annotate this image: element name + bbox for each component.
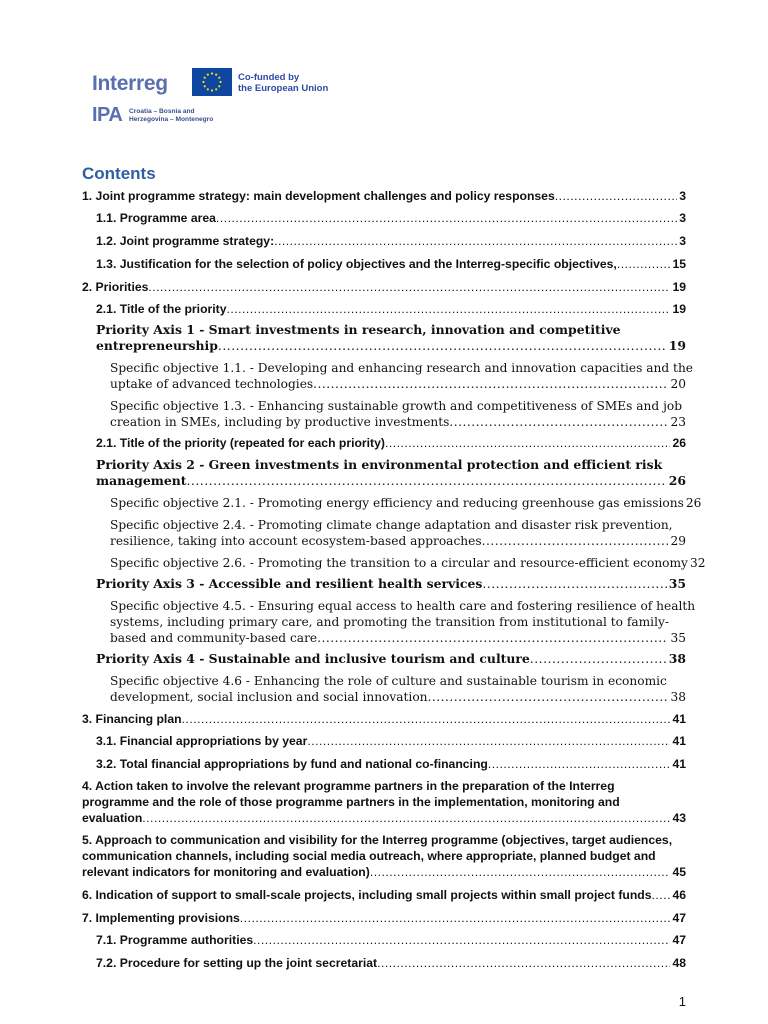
toc-entry[interactable] — [96, 932, 686, 948]
toc-entry-title: based and community-based care — [110, 631, 318, 645]
toc-entry[interactable] — [96, 756, 686, 772]
toc-entry-page: 41 — [672, 757, 686, 771]
toc-entry[interactable] — [96, 457, 686, 489]
toc-entry-page: 3 — [679, 234, 686, 248]
dot-leader — [449, 414, 668, 430]
toc-entry-page: 26 — [668, 473, 686, 488]
toc-entry-title: 2. Priorities — [82, 280, 149, 294]
toc-entry[interactable] — [110, 598, 696, 646]
ipa-sub-line-1: Croatia – Bosnia and — [129, 108, 195, 115]
toc-entry-title: entrepreneurship — [96, 338, 218, 353]
toc-entry-title: management — [96, 473, 187, 488]
toc-entry[interactable] — [82, 887, 686, 903]
toc-entry-title: Specific objective 2.1. - Promoting energy efficiency and reducing greenhouse gas emissions — [110, 496, 684, 510]
toc-entry-title: resilience, taking into account ecosystem-based approaches — [110, 534, 482, 548]
toc-entry[interactable] — [82, 279, 686, 295]
toc-entry[interactable] — [82, 188, 686, 204]
dot-leader — [148, 279, 670, 295]
toc-entry-title: 2.1. Title of the priority (repeated for each priority) — [96, 436, 385, 450]
eu-line-1: Co-funded by — [238, 72, 300, 83]
toc-entry-page: 43 — [672, 811, 686, 825]
dot-leader — [218, 338, 667, 354]
toc-entry[interactable] — [96, 955, 686, 971]
toc-entry-text-line: Specific objective 4.6 - Enhancing the role of culture and sustainable tourism in economic — [110, 674, 667, 688]
toc-entry[interactable] — [82, 832, 686, 880]
ipa-subtitle — [129, 108, 213, 123]
toc-entry[interactable] — [110, 555, 706, 571]
toc-entry[interactable] — [96, 256, 686, 272]
toc-entry[interactable] — [96, 651, 686, 667]
toc-entry-title: uptake of advanced technologies — [110, 377, 314, 391]
dot-leader — [186, 473, 666, 489]
toc-entry-title: 2.1. Title of the priority — [96, 302, 227, 316]
toc-entry-title: evaluation — [82, 811, 143, 825]
toc-entry[interactable] — [82, 778, 686, 826]
toc-entry[interactable] — [96, 576, 686, 592]
toc-entry[interactable] — [96, 733, 686, 749]
toc-entry-title: relevant indicators for monitoring and evaluation) — [82, 865, 370, 879]
dot-leader — [617, 256, 671, 272]
dot-leader — [253, 932, 670, 948]
toc-entry-page: 47 — [672, 933, 686, 947]
toc-entry-text-line: Priority Axis 1 - Smart investments in research, innovation and competitive — [96, 322, 621, 337]
toc-entry-page: 3 — [679, 189, 686, 203]
dot-leader — [385, 435, 670, 451]
toc-entry[interactable] — [96, 301, 686, 317]
toc-entry-title: 1.3. Justification for the selection of policy objectives and the Interreg-specific objectives, — [96, 257, 617, 271]
toc-entry-text-line: 5. Approach to communication and visibility for the Interreg programme (objectives, target audiences, — [82, 833, 673, 847]
toc-entry-page: 35 — [668, 576, 686, 591]
dot-leader — [274, 233, 677, 249]
page-number: 1 — [678, 994, 686, 1009]
dot-leader — [488, 756, 671, 772]
toc-entry[interactable] — [96, 210, 686, 226]
toc-entry-page: 20 — [670, 377, 686, 391]
toc-entry-title: 3.2. Total financial appropriations by fund and national co-financing — [96, 757, 488, 771]
toc-entry-text-line: Priority Axis 2 - Green investments in environmental protection and efficient risk — [96, 457, 663, 472]
interreg-logo — [92, 68, 332, 128]
toc-entry-page: 26 — [672, 436, 686, 450]
toc-entry-title: 1.2. Joint programme strategy: — [96, 234, 275, 248]
toc-entry-title: 3.1. Financial appropriations by year — [96, 734, 308, 748]
toc-entry-text-line: communication channels, including social media outreach, where appropriate, planned budget and — [82, 849, 656, 863]
toc-entry-page: 45 — [672, 865, 686, 879]
toc-entry-text-line: Specific objective 1.1. - Developing and enhancing research and innovation capacities and the — [110, 361, 694, 375]
ipa-wordmark: IPA — [92, 104, 123, 126]
toc-entry-title: Priority Axis 3 - Accessible and resilient health services — [96, 576, 483, 591]
toc-entry-text-line: systems, including primary care, and promoting the transition from institutional to family- — [110, 615, 669, 629]
toc-entry-title: 1.1. Programme area — [96, 211, 216, 225]
dot-leader — [226, 301, 670, 317]
toc-entry-page: 38 — [668, 651, 686, 666]
toc-entry-title: 7.1. Programme authorities — [96, 933, 254, 947]
toc-entry-text-line: Specific objective 2.4. - Promoting climate change adaptation and disaster risk prevention, — [110, 518, 673, 532]
dot-leader — [142, 810, 670, 826]
toc-entry-title: creation in SMEs, including by productive investments — [110, 415, 450, 429]
toc-entry-text-line: Specific objective 4.5. - Ensuring equal access to health care and fostering resilience of health — [110, 599, 696, 613]
toc-heading: Contents — [82, 164, 156, 183]
toc-entry[interactable] — [110, 673, 686, 705]
toc-entry-page: 29 — [670, 534, 686, 548]
toc-entry-title: 1. Joint programme strategy: main development challenges and policy responses — [82, 189, 555, 203]
dot-leader — [182, 711, 671, 727]
toc-entry[interactable] — [110, 398, 686, 430]
toc-entry-page: 19 — [672, 280, 686, 294]
interreg-wordmark: Interreg — [92, 72, 168, 95]
toc-entry-page: 41 — [672, 712, 686, 726]
toc-entry[interactable] — [96, 435, 686, 451]
ipa-sub-line-2: Herzegovina – Montenegro — [129, 115, 214, 123]
toc-entry-page: 23 — [670, 415, 686, 429]
toc-entry[interactable] — [82, 910, 686, 926]
dot-leader — [313, 376, 668, 392]
toc-entry-title: Priority Axis 4 - Sustainable and inclusive tourism and culture — [96, 651, 530, 666]
toc-entry-title: 6. Indication of support to small-scale projects, including small projects within small project funds — [82, 888, 652, 902]
dot-leader — [307, 733, 670, 749]
dot-leader — [530, 651, 667, 667]
toc-entry-page: 19 — [672, 302, 686, 316]
dot-leader — [652, 887, 671, 903]
dot-leader — [216, 210, 677, 226]
dot-leader — [377, 955, 670, 971]
toc-entry-page: 38 — [670, 690, 686, 704]
toc-entry[interactable] — [96, 233, 686, 249]
toc-entry-page: 46 — [672, 888, 686, 902]
toc-entry-page: 19 — [668, 338, 686, 353]
toc-entry-text-line: Specific objective 1.3. - Enhancing sustainable growth and competitiveness of SMEs and job — [110, 399, 683, 413]
toc-entry-page: 15 — [672, 257, 686, 271]
toc-entry[interactable] — [96, 322, 686, 354]
toc-entry-title: development, social inclusion and social innovation — [110, 690, 428, 704]
toc-entry-title: 7. Implementing provisions — [82, 911, 240, 925]
toc-entry-text-line: programme and the role of those programme partners in the implementation, monitoring and — [82, 795, 620, 809]
eu-line-2: the European Union — [238, 83, 329, 94]
toc-entry[interactable] — [110, 495, 702, 511]
dot-leader — [240, 910, 671, 926]
toc-entry-text-line: 4. Action taken to involve the relevant programme partners in the preparation of the Interreg — [82, 779, 615, 793]
toc-entry[interactable] — [110, 517, 686, 549]
toc-entry[interactable] — [82, 711, 686, 727]
toc-entry-page: 35 — [670, 631, 686, 645]
dot-leader — [482, 576, 666, 592]
toc-entry-title: 7.2. Procedure for setting up the joint secretariat — [96, 956, 378, 970]
eu-flag-icon — [192, 68, 232, 96]
toc-entry-title: Specific objective 2.6. - Promoting the transition to a circular and resource-efficient economy — [110, 556, 688, 570]
toc-entry-page: 48 — [672, 956, 686, 970]
toc-entry[interactable] — [110, 360, 694, 392]
toc-entry-page: 47 — [672, 911, 686, 925]
dot-leader — [482, 533, 669, 549]
toc-entry-title: 3. Financing plan — [82, 712, 182, 726]
eu-cofunded-text — [238, 72, 328, 94]
toc-entry-page: 32 — [689, 556, 706, 570]
toc-entry-page: 26 — [685, 496, 702, 510]
dot-leader — [370, 864, 671, 880]
dot-leader — [555, 188, 677, 204]
toc-entry-page: 3 — [679, 211, 686, 225]
dot-leader — [428, 689, 669, 705]
dot-leader — [317, 630, 668, 646]
toc-entry-page: 41 — [672, 734, 686, 748]
